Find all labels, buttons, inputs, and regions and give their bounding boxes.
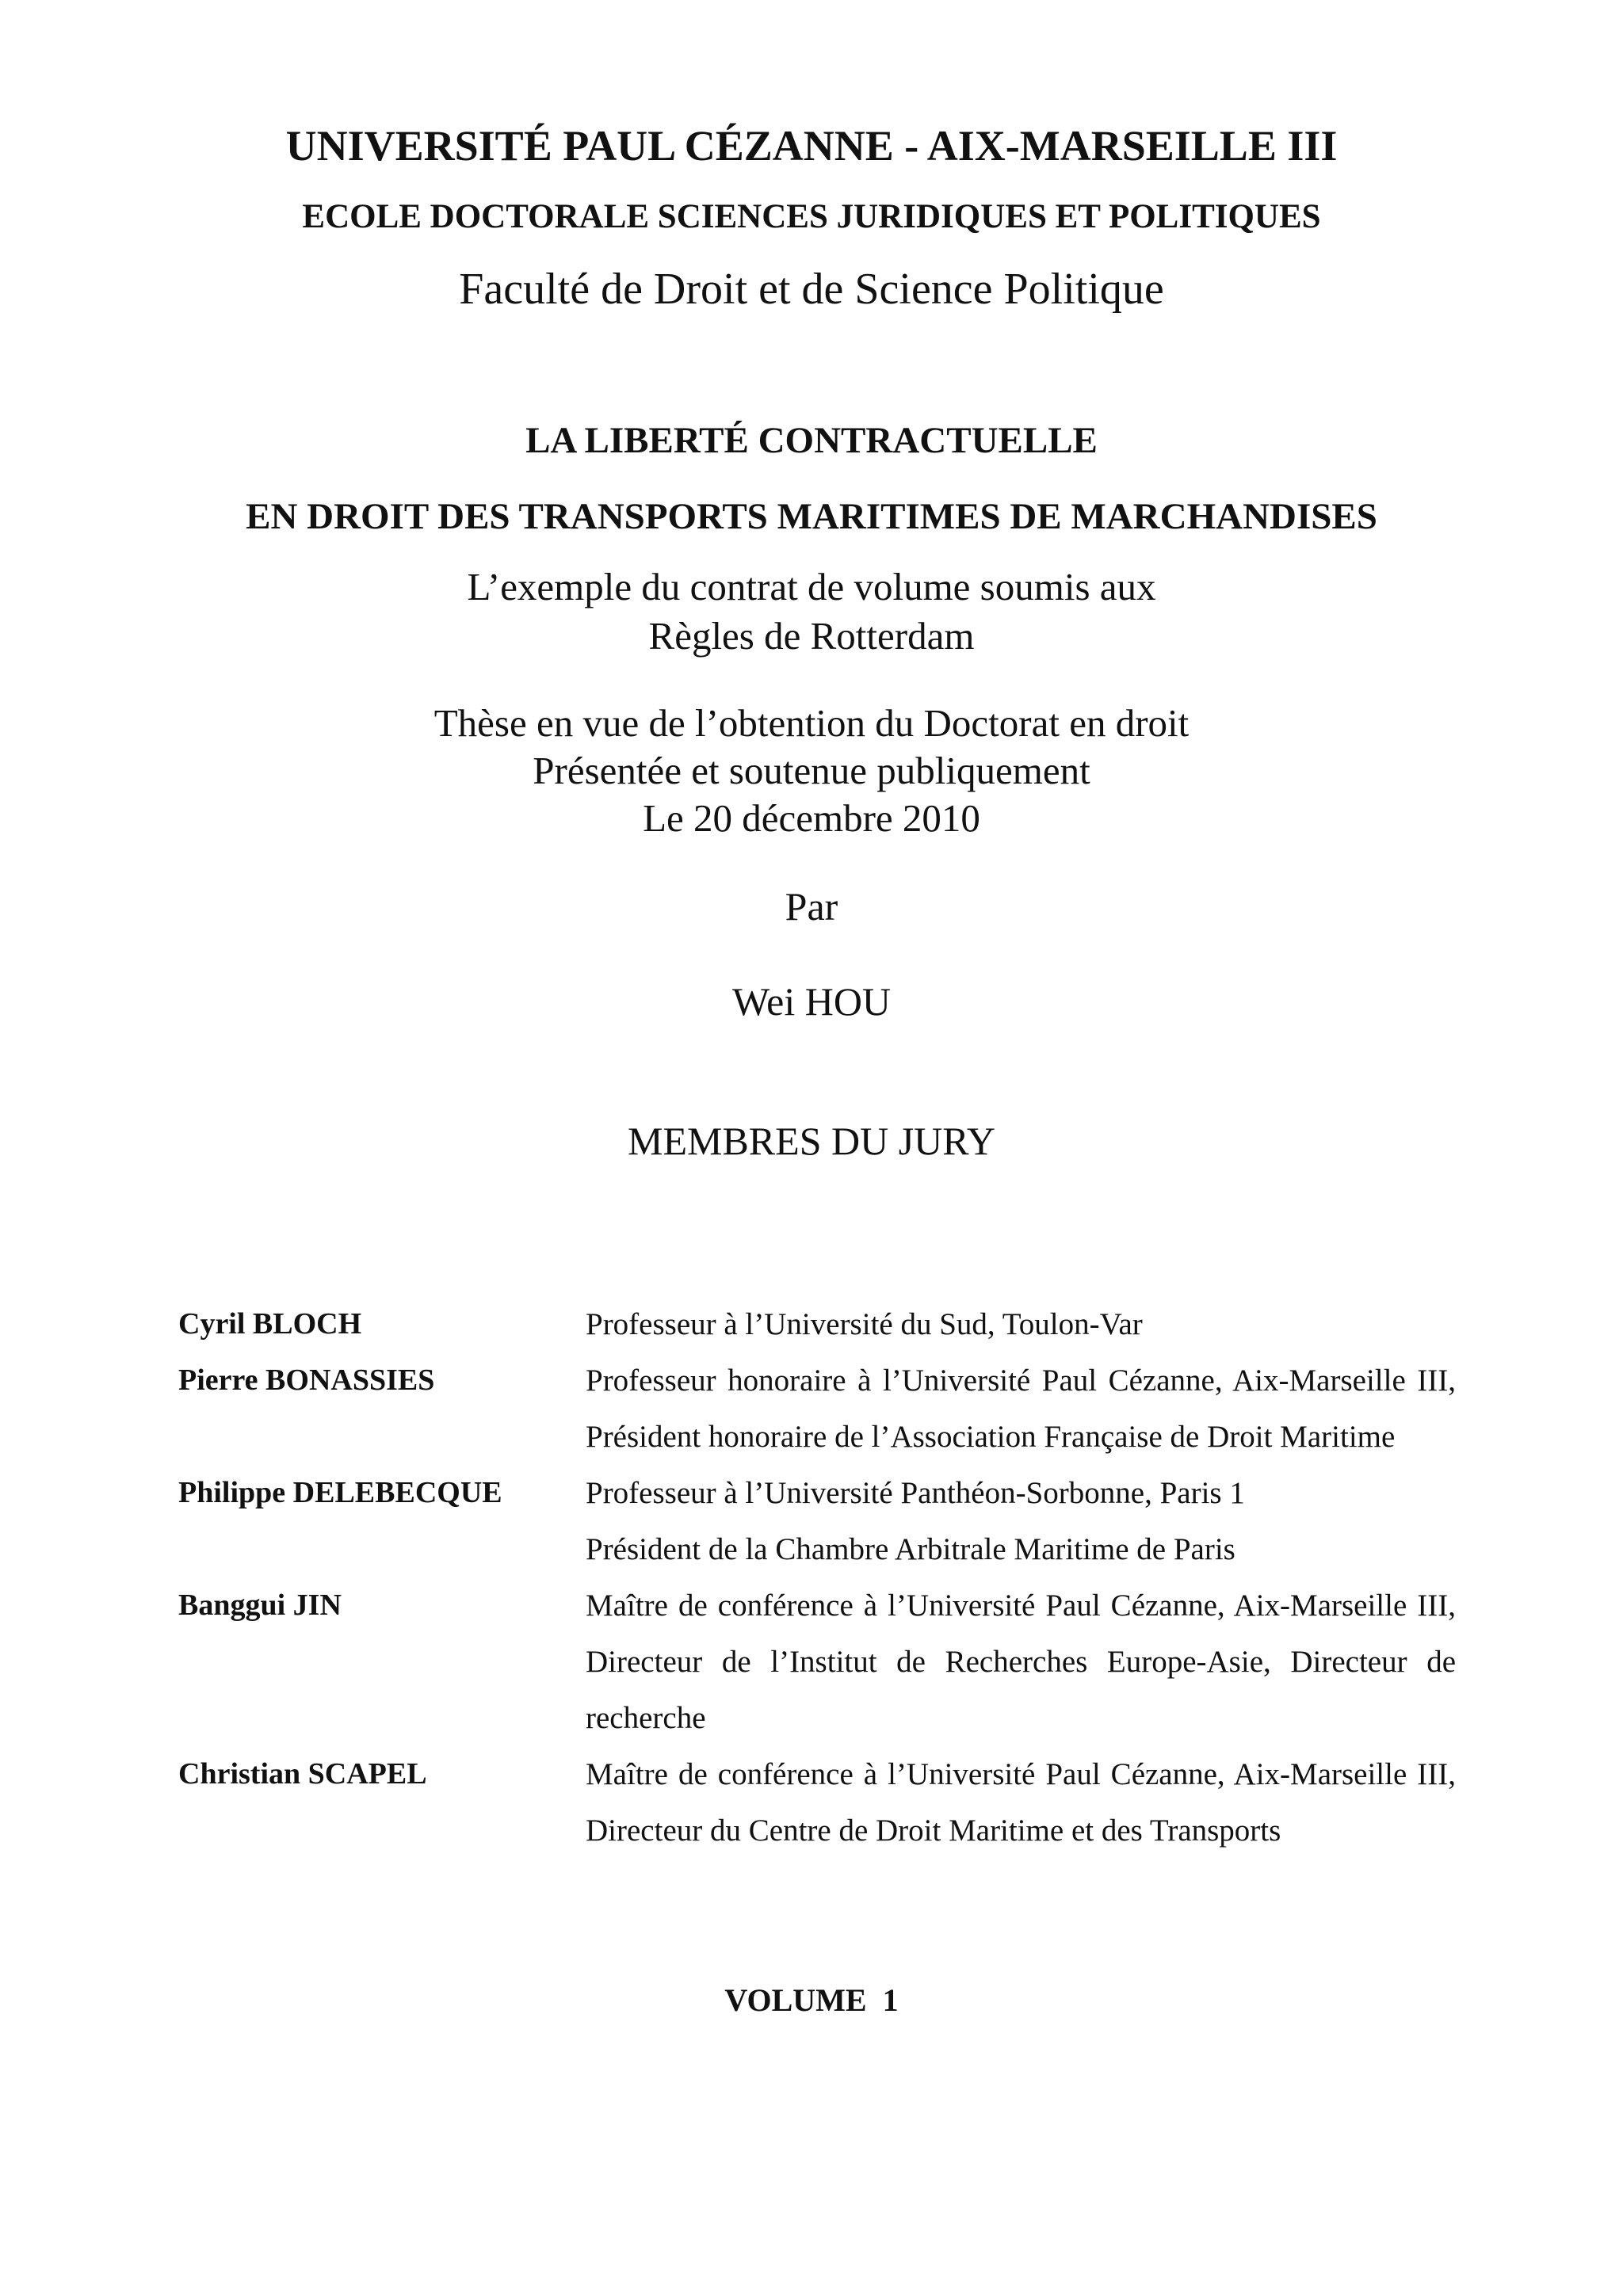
jury-member-name: Philippe DELEBECQUE xyxy=(178,1476,502,1509)
jury-member-name: Cyril BLOCH xyxy=(178,1307,362,1341)
jury-member-role: Maître de conférence à l’Université Paul Cézanne, Aix-Marseille III, Directeur du Centre de Droit Maritime et des Transports xyxy=(586,1757,1456,1848)
thesis-subtitle-line-2: Règles de Rotterdam xyxy=(648,614,975,658)
by-label: Par xyxy=(785,884,838,929)
jury-member xyxy=(178,1465,1456,1577)
jury-member xyxy=(178,1296,1456,1352)
university-name: UNIVERSITÉ PAUL CÉZANNE - AIX-MARSEILLE III xyxy=(285,122,1338,170)
doctoral-school: ECOLE DOCTORALE SCIENCES JURIDIQUES ET POLITIQUES xyxy=(302,198,1321,235)
jury-heading: MEMBRES DU JURY xyxy=(628,1119,995,1163)
jury-member-name: Christian SCAPEL xyxy=(178,1757,427,1791)
thesis-title-line-2: EN DROIT DES TRANSPORTS MARITIMES DE MARCHANDISES xyxy=(246,496,1377,537)
jury-member-role: Professeur à l’Université Panthéon-Sorbonne, Paris 1 xyxy=(586,1476,1245,1510)
jury-member xyxy=(178,1746,1456,1859)
jury-member-role-line-2: Président de la Chambre Arbitrale Maritime de Paris xyxy=(586,1532,1235,1566)
jury-members-list xyxy=(178,1296,1456,1859)
thesis-subtitle-line-1: L’exemple du contrat de volume soumis aux xyxy=(467,565,1156,608)
jury-member xyxy=(178,1577,1456,1746)
defense-statement: Présentée et soutenue publiquement xyxy=(533,749,1090,792)
thesis-purpose: Thèse en vue de l’obtention du Doctorat en droit xyxy=(433,701,1190,745)
jury-member-name: Banggui JIN xyxy=(178,1589,342,1622)
jury-member-name: Pierre BONASSIES xyxy=(178,1363,435,1397)
jury-member-role: Professeur à l’Université du Sud, Toulon-Var xyxy=(586,1307,1143,1341)
jury-member-role: Professeur honoraire à l’Université Paul Cézanne, Aix-Marseille III, Président honoraire de l’Association Française de Droit Maritime xyxy=(586,1363,1456,1454)
jury-member-role: Maître de conférence à l’Université Paul Cézanne, Aix-Marseille III, Directeur de l’Institut de Recherches Europe-Asie, Directeur de recherche xyxy=(586,1589,1456,1735)
author-name: Wei HOU xyxy=(731,979,892,1024)
volume-label: VOLUME 1 xyxy=(724,1982,899,2018)
thesis-title-line-1: LA LIBERTÉ CONTRACTUELLE xyxy=(525,420,1098,461)
jury-member xyxy=(178,1352,1456,1465)
faculty-name: Faculté de Droit et de Science Politique xyxy=(459,265,1164,314)
defense-date: Le 20 décembre 2010 xyxy=(643,796,980,840)
